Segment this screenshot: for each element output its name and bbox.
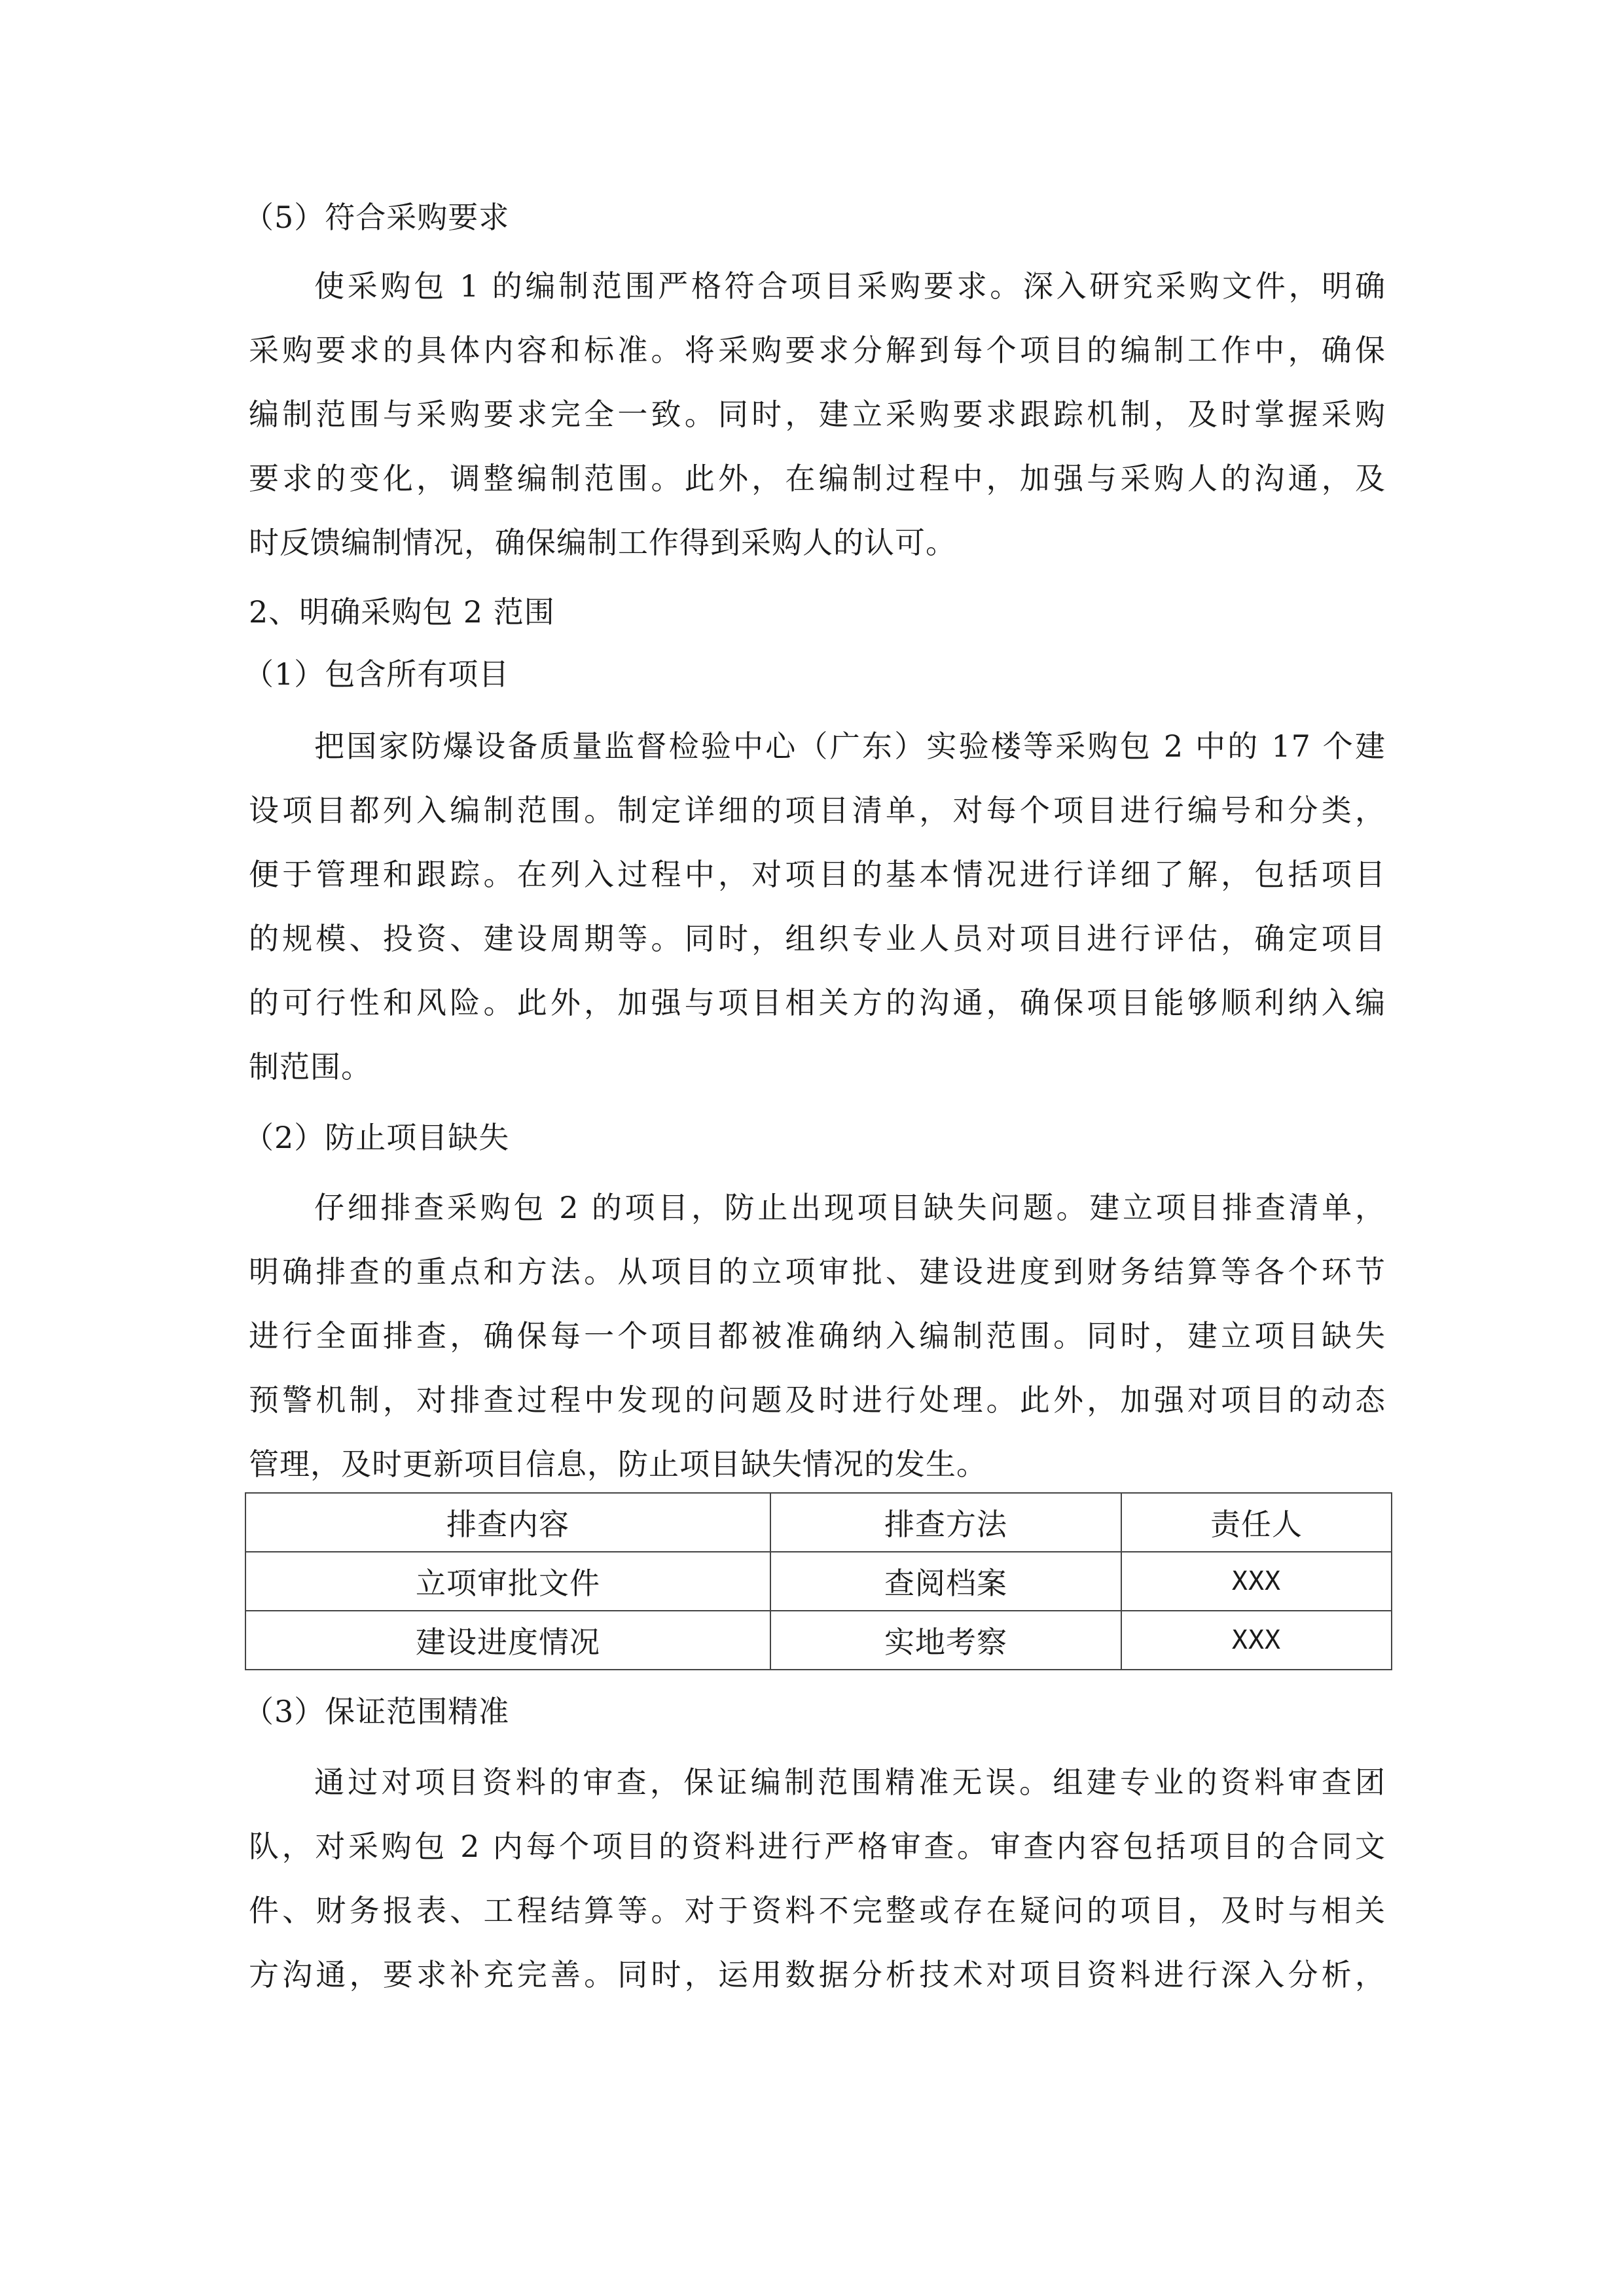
table-row	[245, 1552, 1392, 1611]
table-cell: 查阅档案	[770, 1552, 1121, 1611]
inspection-table	[245, 1492, 1392, 1670]
paragraph-line: 要求的变化，调整编制范围。此外，在编制过程中，加强与采购人的沟通，及	[249, 461, 1386, 496]
section-2-heading: 2、明确采购包 2 范围	[249, 594, 555, 630]
paragraph-line: 使采购包 1 的编制范围严格符合项目采购要求。深入研究采购文件，明确	[314, 268, 1386, 304]
paragraph-line: 预警机制，对排查过程中发现的问题及时进行处理。此外，加强对项目的动态	[249, 1382, 1386, 1418]
paragraph-line: 进行全面排查，确保每一个项目都被准确纳入编制范围。同时，建立项目缺失	[249, 1318, 1386, 1354]
paragraph-line: 便于管理和跟踪。在列入过程中，对项目的基本情况进行详细了解，包括项目	[249, 857, 1386, 892]
table-header-cell: 排查内容	[245, 1493, 770, 1552]
paragraph-line: 时反馈编制情况，确保编制工作得到采购人的认可。	[249, 525, 956, 560]
paragraph-line: 设项目都列入编制范围。制定详细的项目清单，对每个项目进行编号和分类，	[249, 793, 1386, 828]
paragraph-line: 的可行性和风险。此外，加强与项目相关方的沟通，确保项目能够顺利纳入编	[249, 985, 1386, 1020]
subsection-1-heading: （1）包含所有项目	[244, 656, 510, 692]
paragraph-line: 件、财务报表、工程结算等。对于资料不完整或存在疑问的项目，及时与相关	[249, 1893, 1386, 1928]
paragraph-line: 队，对采购包 2 内每个项目的资料进行严格审查。审查内容包括项目的合同文	[249, 1829, 1386, 1864]
section-5-heading: （5）符合采购要求	[244, 200, 510, 235]
table-header-cell: 责任人	[1121, 1493, 1392, 1552]
table-cell: 立项审批文件	[245, 1552, 770, 1611]
table-cell: XXX	[1121, 1552, 1392, 1611]
subsection-2-heading: （2）防止项目缺失	[244, 1120, 510, 1155]
paragraph-line: 明确排查的重点和方法。从项目的立项审批、建设进度到财务结算等各个环节	[249, 1254, 1386, 1289]
paragraph-line: 通过对项目资料的审查，保证编制范围精准无误。组建专业的资料审查团	[314, 1765, 1386, 1800]
subsection-3-heading: （3）保证范围精准	[244, 1694, 510, 1729]
paragraph-line: 采购要求的具体内容和标准。将采购要求分解到每个项目的编制工作中，确保	[249, 332, 1386, 368]
table-row	[245, 1611, 1392, 1670]
table-header-cell: 排查方法	[770, 1493, 1121, 1552]
table-cell: 建设进度情况	[245, 1611, 770, 1670]
table-header-row	[245, 1493, 1392, 1552]
paragraph-line: 制范围。	[249, 1049, 372, 1085]
paragraph-line: 编制范围与采购要求完全一致。同时，建立采购要求跟踪机制，及时掌握采购	[249, 397, 1386, 432]
paragraph-line: 方沟通，要求补充完善。同时，运用数据分析技术对项目资料进行深入分析，	[249, 1957, 1386, 1992]
paragraph-line: 仔细排查采购包 2 的项目，防止出现项目缺失问题。建立项目排查清单，	[314, 1190, 1386, 1225]
paragraph-line: 的规模、投资、建设周期等。同时，组织专业人员对项目进行评估，确定项目	[249, 921, 1386, 956]
table-cell: 实地考察	[770, 1611, 1121, 1670]
paragraph-line: 管理，及时更新项目信息，防止项目缺失情况的发生。	[249, 1446, 987, 1482]
table-cell: XXX	[1121, 1611, 1392, 1670]
paragraph-line: 把国家防爆设备质量监督检验中心（广东）实验楼等采购包 2 中的 17 个建	[314, 728, 1386, 764]
